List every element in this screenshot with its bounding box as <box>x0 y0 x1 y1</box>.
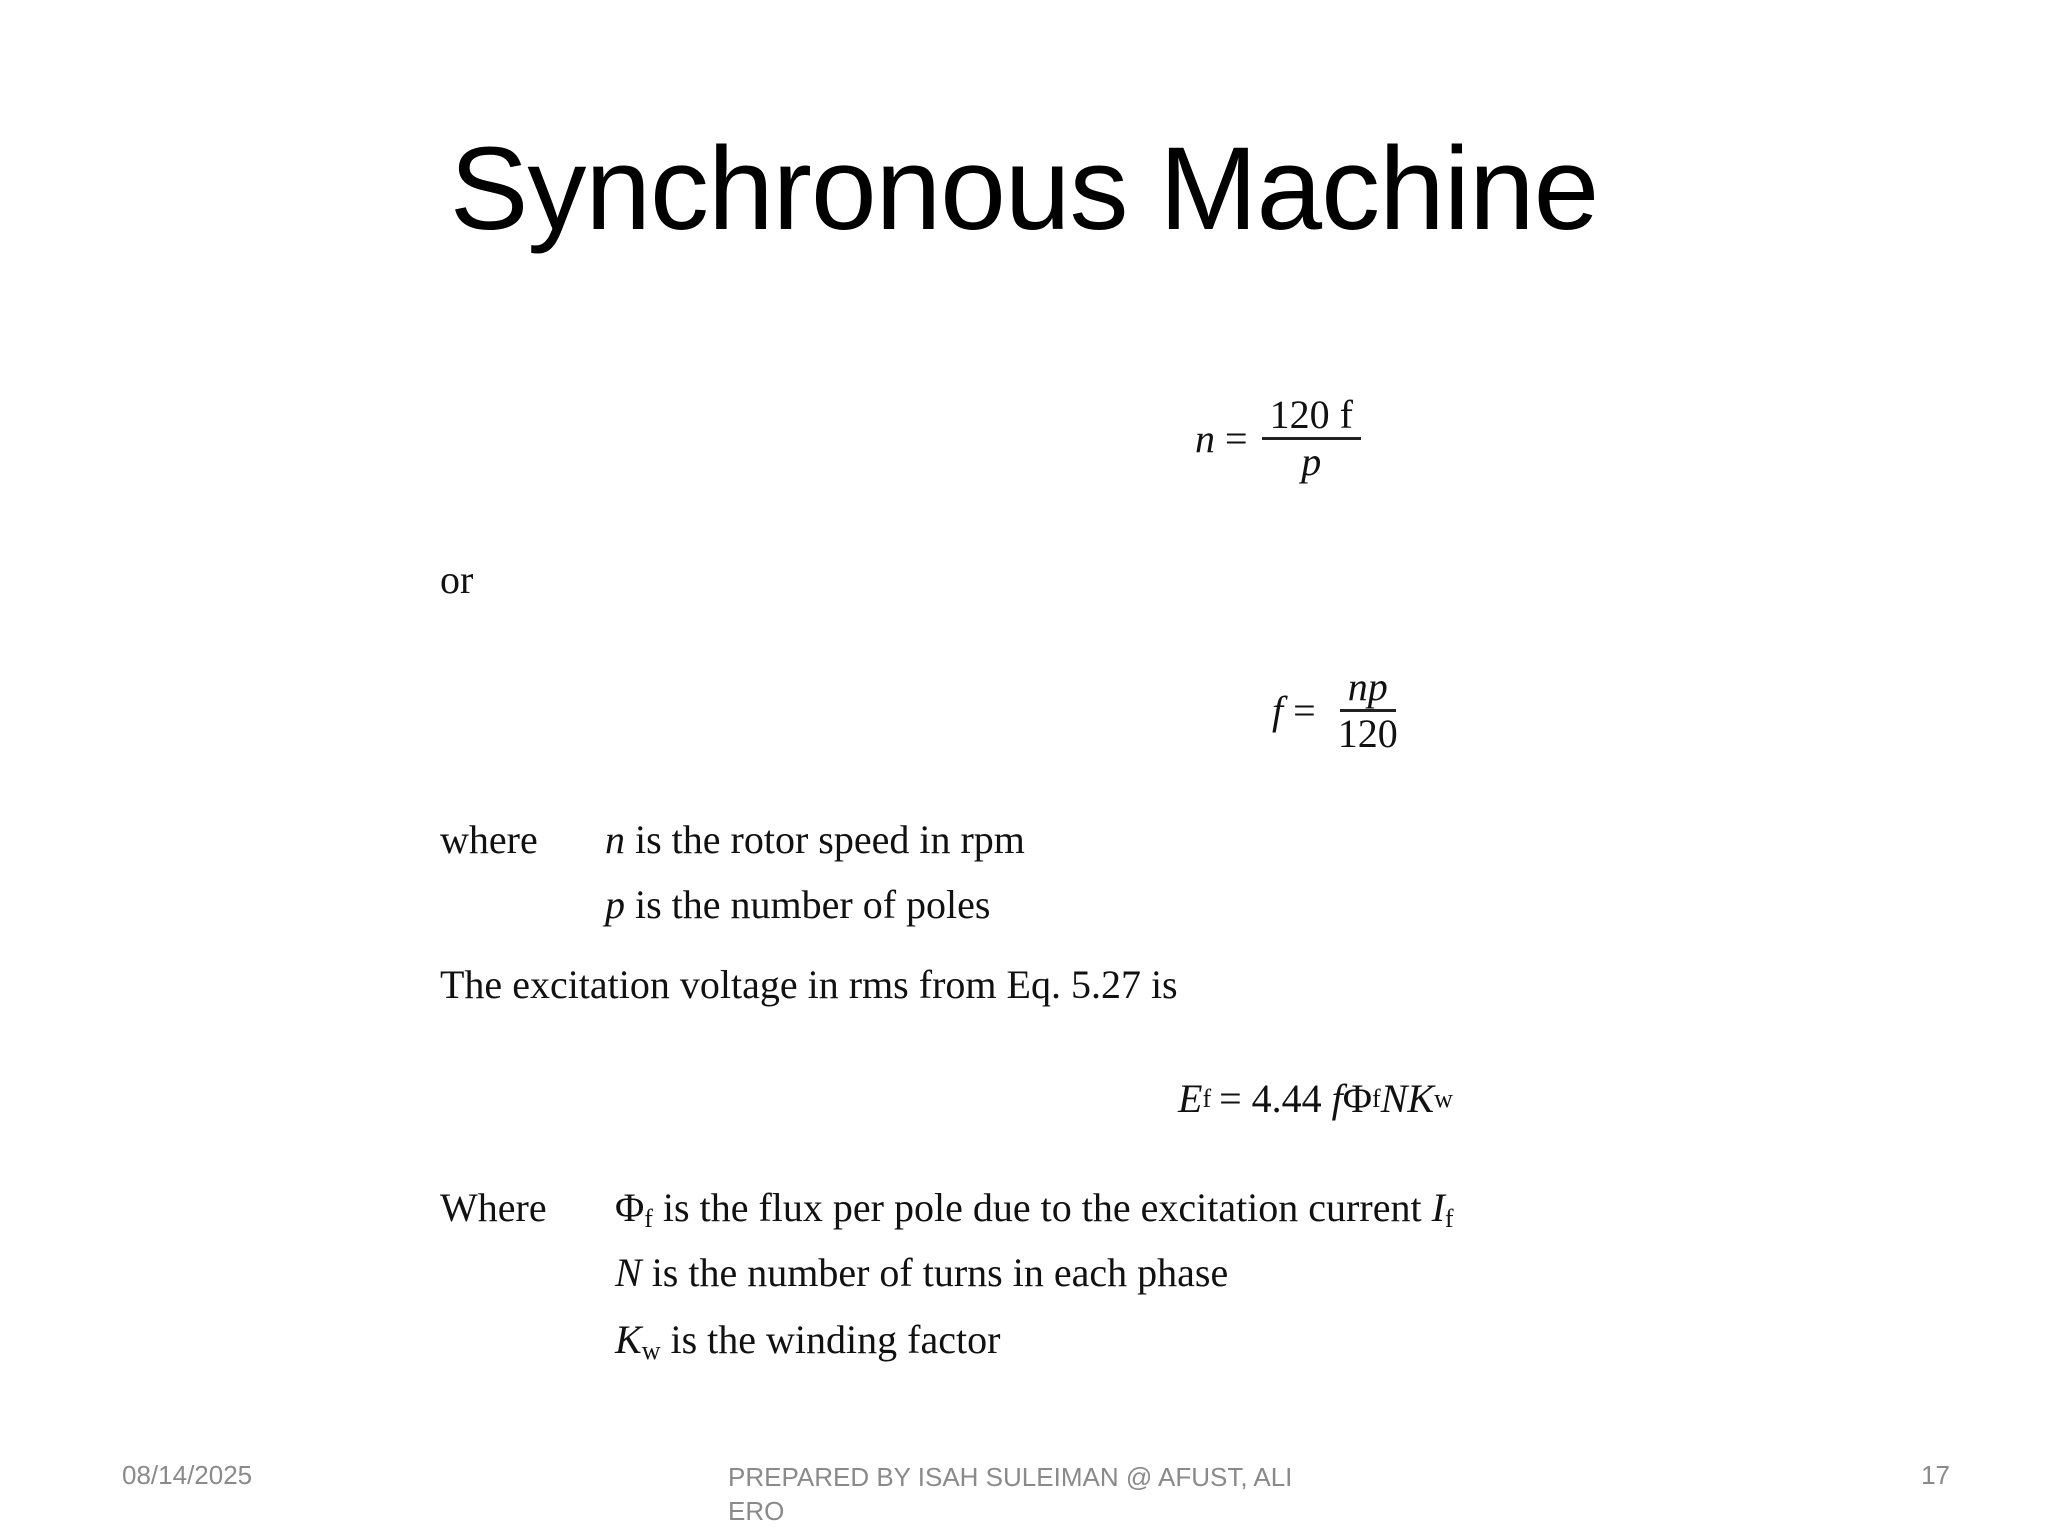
eq3-rhs-nk: NK <box>1380 1076 1435 1121</box>
or-text: or <box>440 557 474 602</box>
eq1-numerator: 120 f <box>1262 393 1361 440</box>
eq3-lhs-sub: f <box>1202 1083 1212 1113</box>
where1-item-n <box>605 817 1025 862</box>
where2-item-n <box>615 1250 1229 1295</box>
footer-page-number: 17 <box>1921 1460 1950 1490</box>
eq2-denominator: 120 <box>1337 711 1398 756</box>
eq3-rhs-k-sub: w <box>1434 1083 1453 1113</box>
where1-text-p: is the number of poles <box>625 882 991 927</box>
where1-item-p <box>605 882 991 927</box>
excitation-sentence: The excitation voltage in rms from Eq. 5.27 is <box>440 962 1178 1007</box>
slide-title: Synchronous Machine <box>449 123 1599 255</box>
eq2-lhs: f <box>1272 688 1284 733</box>
where-label-1: where <box>440 817 538 862</box>
where1-sym-p: p <box>605 882 625 927</box>
eq3-rhs-phi-sub: f <box>1372 1083 1381 1113</box>
footer-author: PREPARED BY ISAH SULEIMAN @ AFUST, ALI ERO <box>728 1462 1293 1526</box>
eq1-denominator: p <box>1301 439 1322 484</box>
footer-date: 08/14/2025 <box>122 1460 253 1490</box>
equation-rotor-speed <box>1195 393 1361 484</box>
where-label-2: Where <box>440 1185 547 1230</box>
where2-sym-k: K <box>615 1317 642 1362</box>
eq3-rhs-pre: = 4.44 <box>1219 1076 1332 1121</box>
where1-sym-n: n <box>605 817 625 862</box>
where2-text-n: is the number of turns in each phase <box>641 1250 1229 1295</box>
where2-item-phi <box>615 1185 1454 1233</box>
eq1-fraction <box>1262 393 1361 484</box>
eq1-lhs: n <box>1195 416 1215 461</box>
where2-sym-phi: Φ <box>615 1185 645 1230</box>
eq3-lhs: E <box>1178 1076 1203 1121</box>
where2-sym-n: N <box>615 1250 642 1295</box>
where2-trail-sub: f <box>1444 1204 1454 1233</box>
eq1-equals: = <box>1225 416 1248 461</box>
eq2-numerator: np <box>1340 665 1396 712</box>
equation-excitation-voltage <box>1178 1075 1453 1122</box>
eq3-rhs-f: f <box>1331 1076 1343 1121</box>
where2-sym-phi-sub: f <box>644 1204 653 1233</box>
where2-item-kw <box>615 1317 1001 1365</box>
eq2-fraction <box>1330 665 1406 756</box>
where2-sym-k-sub: w <box>641 1336 661 1365</box>
eq2-equals: = <box>1293 688 1316 733</box>
where2-trail-sym: I <box>1431 1185 1445 1230</box>
where2-text-phi: is the flux per pole due to the excitation current <box>652 1185 1432 1230</box>
eq3-rhs-phi: Φ <box>1342 1076 1373 1121</box>
where2-text-kw: is the winding factor <box>660 1317 1001 1362</box>
equation-frequency <box>1272 665 1406 756</box>
where1-text-n: is the rotor speed in rpm <box>625 817 1025 862</box>
